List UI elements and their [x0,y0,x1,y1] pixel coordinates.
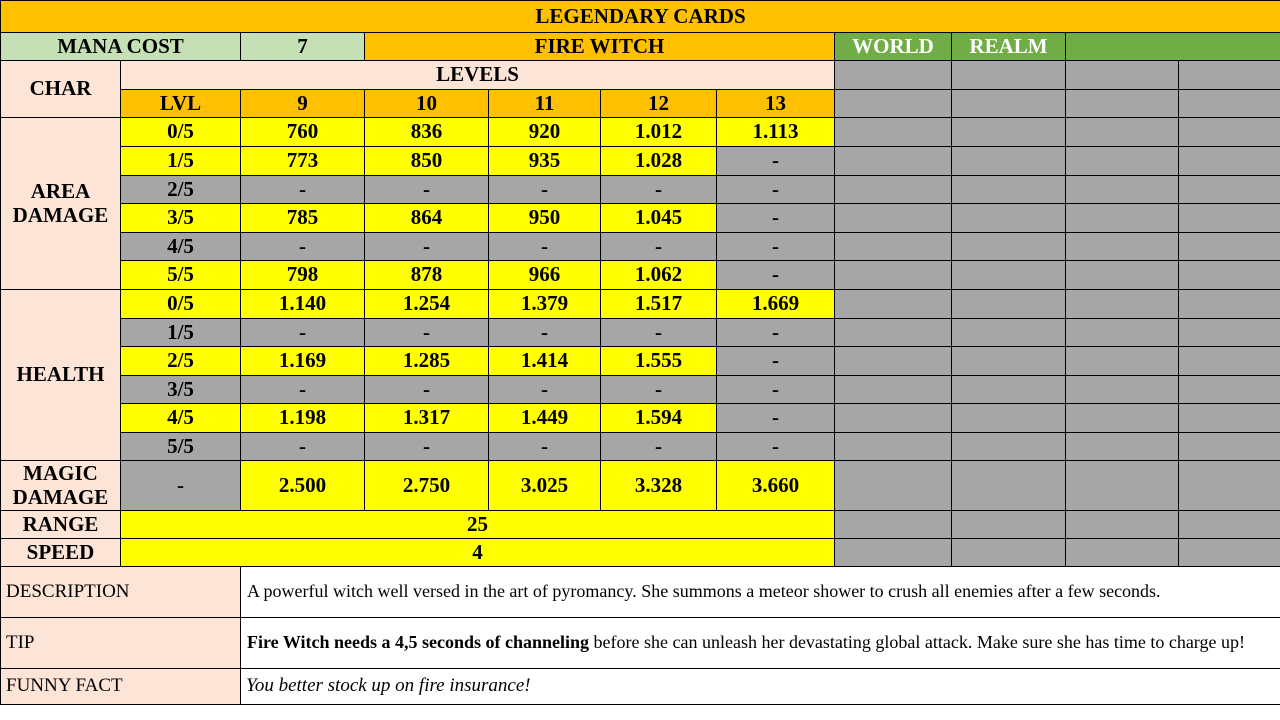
area-damage-value: - [601,233,717,261]
empty-cell [1066,461,1179,511]
level-header: 13 [717,90,835,118]
empty-cell [835,233,952,261]
empty-cell [835,347,952,376]
area-damage-value: 798 [241,261,365,290]
empty-cell [1179,539,1280,567]
health-value: 1.517 [601,290,717,319]
health-value: - [241,433,365,461]
area-damage-value: - [365,233,489,261]
empty-cell [1066,118,1179,147]
empty-cell [1179,147,1280,176]
stage-label: 3/5 [121,376,241,404]
empty-cell [1066,347,1179,376]
empty-cell [835,290,952,319]
empty-cell [952,319,1066,347]
empty-cell [952,539,1066,567]
magic-damage-lvl: - [121,461,241,511]
speed-label: SPEED [1,539,121,567]
empty-cell [835,319,952,347]
area-damage-value: 878 [365,261,489,290]
empty-cell [952,118,1066,147]
area-damage-value: - [489,233,601,261]
empty-cell [835,461,952,511]
empty-cell [952,204,1066,233]
empty-cell [1066,539,1179,567]
empty-cell [1179,290,1280,319]
magic-damage-value: 2.500 [241,461,365,511]
health-value: 1.254 [365,290,489,319]
empty-cell [1179,347,1280,376]
empty-cell [1066,319,1179,347]
health-value: - [601,319,717,347]
empty-cell [1179,90,1280,118]
area-damage-value: - [717,176,835,204]
empty-cell [1179,204,1280,233]
mana-cost-label: MANA COST [1,33,241,61]
health-value: - [241,376,365,404]
empty-cell [952,147,1066,176]
empty-cell [952,90,1066,118]
empty-cell [835,61,952,90]
health-value: 1.379 [489,290,601,319]
area-damage-value: 850 [365,147,489,176]
empty-cell [1066,511,1179,539]
area-damage-value: 950 [489,204,601,233]
area-damage-value: - [717,233,835,261]
empty-cell [835,118,952,147]
area-damage-value: 864 [365,204,489,233]
area-damage-value: 935 [489,147,601,176]
empty-cell [1179,176,1280,204]
health-value: 1.285 [365,347,489,376]
empty-cell [952,233,1066,261]
empty-cell [1179,233,1280,261]
health-value: - [601,433,717,461]
empty-cell [1066,61,1179,90]
stage-label: 0/5 [121,118,241,147]
empty-cell [1066,376,1179,404]
area-damage-value: 1.045 [601,204,717,233]
health-value: - [241,319,365,347]
magic-damage-value: 3.025 [489,461,601,511]
health-value: - [489,319,601,347]
tip-emphasis: Fire Witch needs a 4,5 seconds of channeling [247,632,590,653]
mana-cost-value: 7 [241,33,365,61]
empty-cell [952,261,1066,290]
empty-cell [1066,404,1179,433]
funny-fact-label: FUNNY FACT [1,669,241,705]
health-value: - [717,404,835,433]
area-damage-value: - [241,233,365,261]
area-damage-value: - [717,261,835,290]
description-label: DESCRIPTION [1,567,241,618]
health-value: - [717,319,835,347]
empty-cell [952,61,1066,90]
empty-cell [1179,118,1280,147]
stage-label: 2/5 [121,347,241,376]
empty-cell [952,511,1066,539]
empty-cell [952,347,1066,376]
empty-cell [1066,204,1179,233]
empty-cell [835,261,952,290]
empty-cell [1066,147,1179,176]
stage-label: 4/5 [121,233,241,261]
empty-cell [835,204,952,233]
stage-label: 0/5 [121,290,241,319]
empty-cell [952,376,1066,404]
world-label: WORLD [835,33,952,61]
empty-cell [952,404,1066,433]
levels-label: LEVELS [121,61,835,90]
empty-cell [1179,511,1280,539]
stage-label: 4/5 [121,404,241,433]
empty-cell [1179,61,1280,90]
health-value: 1.169 [241,347,365,376]
empty-cell [1179,261,1280,290]
area-damage-value: 1.012 [601,118,717,147]
empty-cell [835,511,952,539]
health-value: 1.669 [717,290,835,319]
area-damage-value: - [241,176,365,204]
empty-cell [835,90,952,118]
area-damage-value: 773 [241,147,365,176]
world-realm-fill [1066,33,1280,61]
health-value: - [717,347,835,376]
health-value: - [717,376,835,404]
empty-cell [835,176,952,204]
empty-cell [1179,376,1280,404]
health-value: - [365,376,489,404]
area-damage-value: - [601,176,717,204]
empty-cell [1066,233,1179,261]
stage-label: 1/5 [121,319,241,347]
health-value: - [601,376,717,404]
health-value: 1.555 [601,347,717,376]
range-value: 25 [121,511,835,539]
area-damage-value: 1.028 [601,147,717,176]
area-damage-value: 760 [241,118,365,147]
area-damage-value: 1.062 [601,261,717,290]
empty-cell [952,433,1066,461]
range-label: RANGE [1,511,121,539]
stage-label: 5/5 [121,261,241,290]
empty-cell [952,290,1066,319]
health-label: HEALTH [1,290,121,461]
empty-cell [1066,290,1179,319]
empty-cell [835,433,952,461]
empty-cell [1179,404,1280,433]
area-damage-value: 785 [241,204,365,233]
empty-cell [952,461,1066,511]
health-value: 1.449 [489,404,601,433]
area-damage-value: 1.113 [717,118,835,147]
empty-cell [1179,319,1280,347]
level-header: 9 [241,90,365,118]
magic-damage-label: MAGIC DAMAGE [1,461,121,511]
area-damage-value: 966 [489,261,601,290]
speed-value: 4 [121,539,835,567]
area-damage-value: 920 [489,118,601,147]
area-damage-label: AREA DAMAGE [1,118,121,290]
area-damage-value: - [717,147,835,176]
empty-cell [1179,433,1280,461]
magic-damage-value: 3.660 [717,461,835,511]
stage-label: 1/5 [121,147,241,176]
empty-cell [1066,433,1179,461]
magic-damage-value: 2.750 [365,461,489,511]
area-damage-value: - [717,204,835,233]
health-value: - [489,376,601,404]
stage-label: 3/5 [121,204,241,233]
card-name: FIRE WITCH [365,33,835,61]
empty-cell [835,376,952,404]
health-value: 1.594 [601,404,717,433]
area-damage-value: 836 [365,118,489,147]
stage-label: 2/5 [121,176,241,204]
area-damage-value: - [489,176,601,204]
empty-cell [1179,461,1280,511]
level-header: 11 [489,90,601,118]
empty-cell [835,147,952,176]
health-value: - [489,433,601,461]
level-header: 10 [365,90,489,118]
description-text: A powerful witch well versed in the art of pyromancy. She summons a meteor shower to crush all enemies after a few seconds. [241,567,1280,618]
magic-damage-value: 3.328 [601,461,717,511]
health-value: - [365,319,489,347]
empty-cell [1066,261,1179,290]
health-value: - [717,433,835,461]
empty-cell [1066,176,1179,204]
empty-cell [835,539,952,567]
empty-cell [1066,90,1179,118]
level-header: 12 [601,90,717,118]
empty-cell [835,404,952,433]
tip-rest: before she can unleash her devastating global attack. Make sure she has time to charge up! [589,632,1245,653]
stage-label: 5/5 [121,433,241,461]
health-value: 1.140 [241,290,365,319]
health-value: 1.198 [241,404,365,433]
area-damage-value: - [365,176,489,204]
funny-fact-text: You better stock up on fire insurance! [241,669,1280,705]
realm-label: REALM [952,33,1066,61]
char-label: CHAR [1,61,121,118]
lvl-label: LVL [121,90,241,118]
health-value: 1.414 [489,347,601,376]
tip-text [241,618,1280,669]
health-value: 1.317 [365,404,489,433]
health-value: - [365,433,489,461]
empty-cell [952,176,1066,204]
sheet-title: LEGENDARY CARDS [1,1,1280,33]
tip-label: TIP [1,618,241,669]
